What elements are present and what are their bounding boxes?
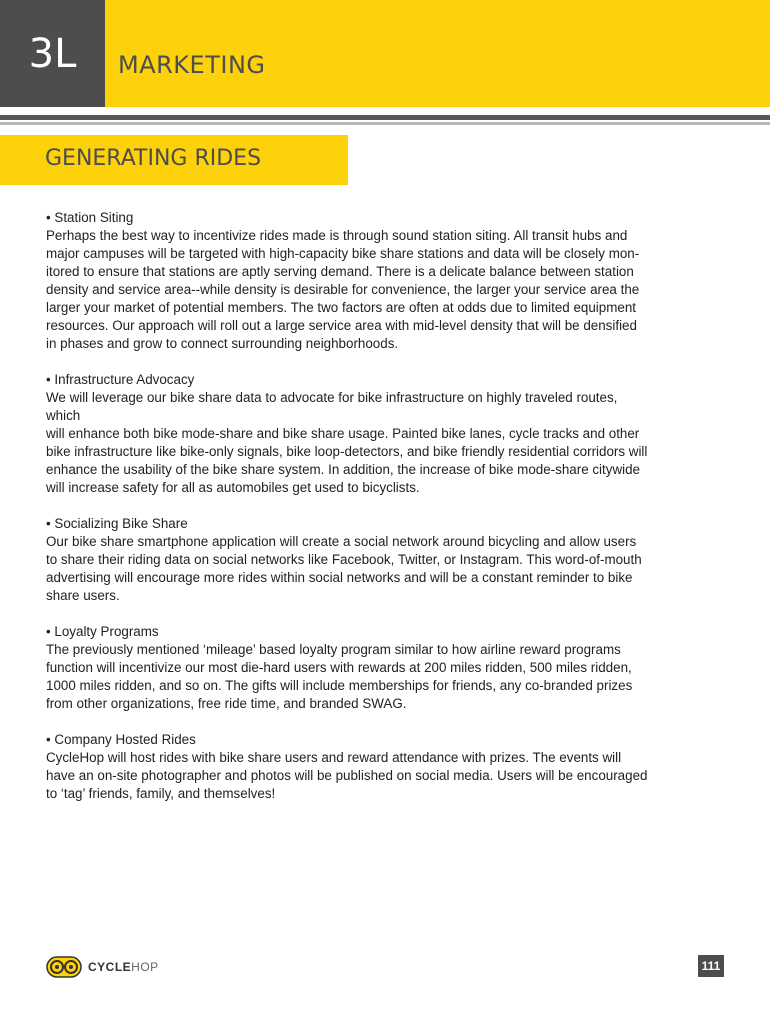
section-heading: • Infrastructure Advocacy	[46, 372, 195, 387]
section-title: GENERATING RIDES	[45, 146, 262, 171]
header-divider-light	[0, 122, 770, 125]
content-section	[46, 731, 726, 803]
section-heading: • Loyalty Programs	[46, 624, 159, 639]
logo-wordmark	[88, 960, 159, 974]
section-number-badge	[0, 0, 105, 107]
content-section	[46, 209, 726, 353]
section-paragraph: Our bike share smartphone application will create a social network around bicycling and allow users to share their riding data on social networks like Facebook, Twitter, or Instagram. This word-of-mouth advertising will encourage more rides within social networks and will be a constant reminder to bike share users.	[46, 534, 642, 603]
page-title: MARKETING	[118, 51, 266, 79]
header-divider	[0, 115, 770, 120]
section-paragraph: The previously mentioned ‘mileage’ based loyalty program similar to how airline reward programs function will incentivize our most die-hard users with rewards at 200 miles ridden, 500 miles ridden, 1000 miles ridden, and so on. The gifts will include memberships for friends, any co-branded prizes from other organizations, free ride time, and branded SWAG.	[46, 642, 633, 711]
page-number: 111	[698, 955, 724, 977]
section-paragraph: CycleHop will host rides with bike share users and reward attendance with prizes. The events will have an on-site photographer and photos will be published on social media. Users will be encouraged to ‘tag’ friends, family, and themselves!	[46, 750, 648, 801]
body-content	[46, 209, 726, 821]
section-heading: • Socializing Bike Share	[46, 516, 188, 531]
cyclehop-wheels-icon	[46, 956, 82, 978]
logo-wordmark-light: HOP	[131, 960, 159, 974]
section-heading: • Company Hosted Rides	[46, 732, 196, 747]
section-paragraph: Perhaps the best way to incentivize rides made is through sound station siting. All transit hubs and major campuses will be targeted with high-capacity bike share stations and data will be closely mon- itored to ensure that stations are aptly serving demand. There is a delicate balance between station density and service area--while density is desirable for convenience, the larger your service area the larger your market of potential members. The two factors are often at odds due to limited equipment resources. Our approach will roll out a large service area with mid-level density that will be densified in phases and grow to connect surrounding neighborhoods.	[46, 228, 640, 351]
logo-wordmark-bold: CYCLE	[88, 960, 132, 974]
section-paragraph: We will leverage our bike share data to advocate for bike infrastructure on highly traveled routes, which will enhance both bike mode-share and bike share usage. Painted bike lanes, cycle tracks and other bike infrastructure like bike-only signals, bike loop-detectors, and bike friendly residential corridors will enhance the usability of the bike share system. In addition, the increase of bike mode-share citywide will increase safety for all as automobiles get used to bicyclists.	[46, 390, 648, 495]
cyclehop-logo	[46, 956, 159, 978]
section-heading: • Station Siting	[46, 210, 134, 225]
content-section	[46, 371, 726, 497]
content-section	[46, 623, 726, 713]
content-section	[46, 515, 726, 605]
section-number: 3L	[28, 30, 77, 77]
